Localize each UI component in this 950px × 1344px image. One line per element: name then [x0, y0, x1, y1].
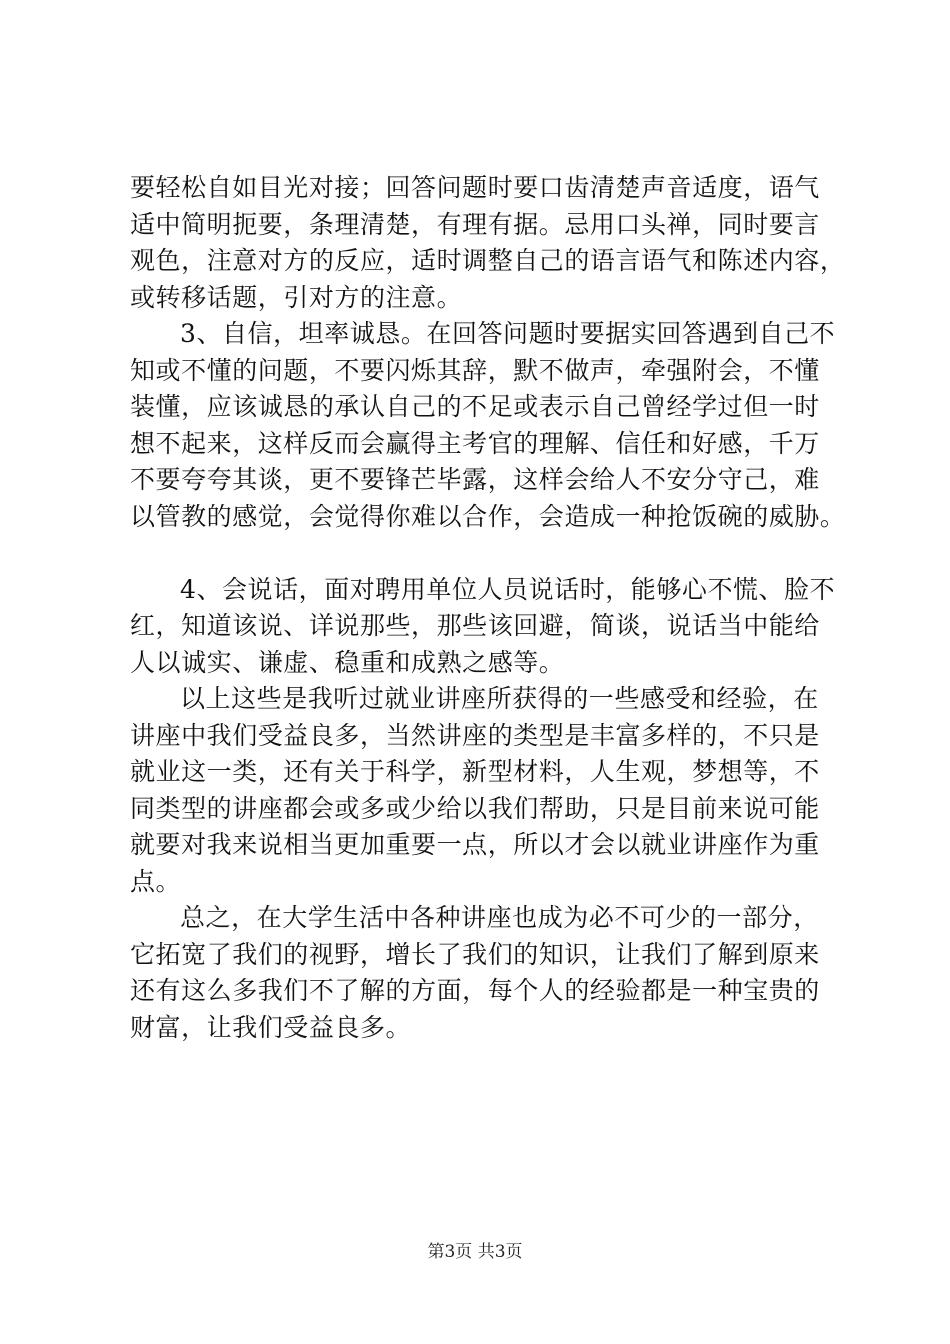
text-line: 同类型的讲座都会或多或少给以我们帮助，只是目前来说可能 [130, 793, 820, 823]
text-line: 不要夸夸其谈，更不要锋芒毕露，这样会给人不安分守己，难 [130, 465, 820, 494]
text-line: 以管教的感觉，会觉得你难以合作，会造成一种抢饭碗的威胁。 [130, 501, 846, 531]
text-line: 要轻松自如目光对接；回答问题时要口齿清楚声音适度，语气 [130, 173, 820, 202]
text-line: 红，知道该说、详说那些，那些该回避，简谈，说话当中能给 [130, 611, 820, 640]
text-line: 或转移话题，引对方的注意。 [130, 282, 463, 312]
text-line: 还有这么多我们不了解的方面，每个人的经验都是一种宝贵的 [130, 976, 820, 1005]
document-body [130, 170, 846, 1046]
text-line: 财富，让我们受益良多。 [130, 1012, 412, 1042]
text-line: 点。 [130, 866, 182, 896]
text-line: 就要对我来说相当更加重要一点，所以才会以就业讲座作为重 [130, 830, 820, 859]
paragraph-summary-start: 以上这些是我听过就业讲座所获得的一些感受和经验，在 [180, 684, 819, 713]
text-line: 装懂，应该诚恳的承认自己的不足或表示自己曾经学过但一时 [130, 392, 820, 421]
paragraph-gap [130, 535, 830, 572]
text-line: 就业这一类，还有关于科学，新型材料，人生观，梦想等，不 [130, 757, 820, 786]
text-line: 人以诚实、谦虚、稳重和成熟之感等。 [130, 647, 565, 677]
text-line: 讲座中我们受益良多，当然讲座的类型是丰富多样的，不只是 [130, 720, 820, 750]
text-line: 它拓宽了我们的视野，增长了我们的知识，让我们了解到原来 [130, 939, 820, 969]
text-line: 观色，注意对方的反应，适时调整自己的语言语气和陈述内容， [130, 246, 846, 275]
paragraph-3-start: 3、自信，坦率诚恳。在回答问题时要据实回答遇到自己不 [180, 319, 836, 348]
paragraph-conclusion-start: 总之，在大学生活中各种讲座也成为必不可少的一部分， [180, 903, 819, 932]
page-footer: 第3页 共3页 [427, 1242, 523, 1262]
text-line: 适中简明扼要，条理清楚，有理有据。忌用口头禅，同时要言 [130, 209, 820, 239]
text-line: 想不起来，这样反而会赢得主考官的理解、信任和好感，千万 [130, 428, 820, 458]
paragraph-4-start: 4、会说话，面对聘用单位人员说话时，能够心不慌、脸不 [180, 574, 836, 604]
text-line: 知或不懂的问题，不要闪烁其辞，默不做声，牵强附会，不懂 [130, 355, 820, 385]
